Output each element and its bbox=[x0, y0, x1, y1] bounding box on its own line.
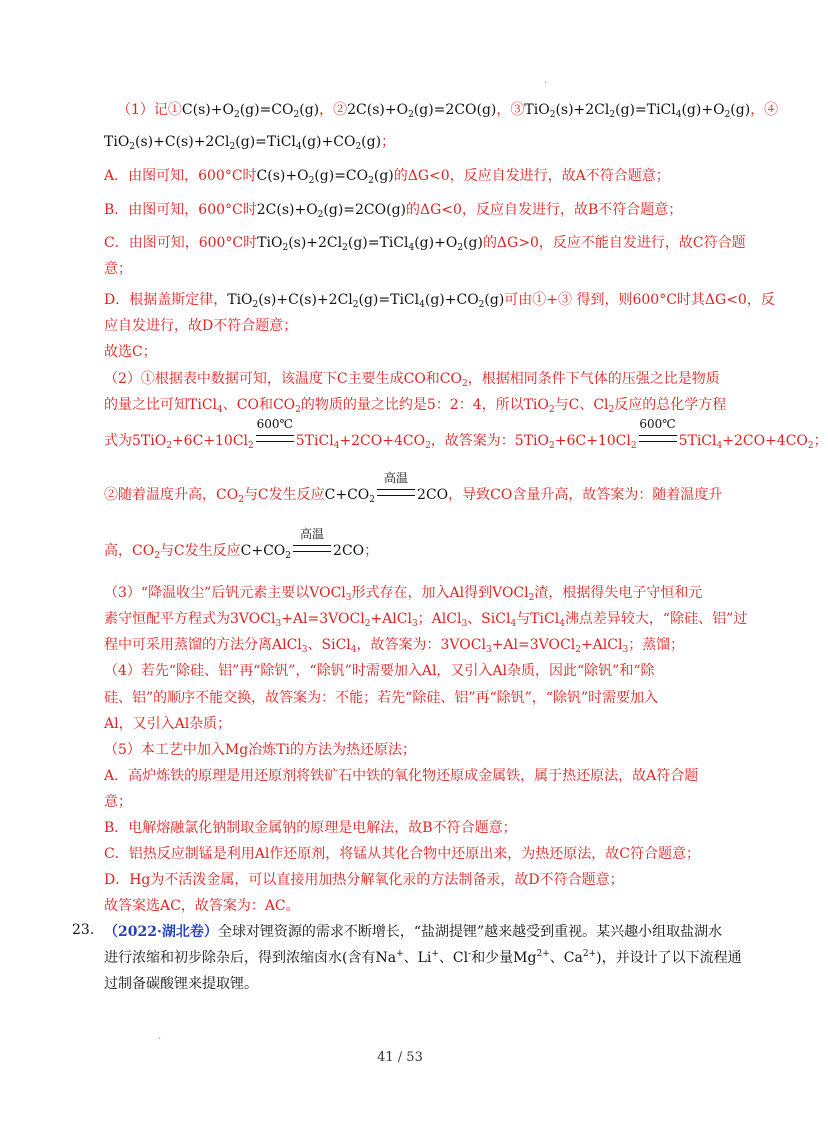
option-d-explanation: D．根据盖斯定律，$TiO_2(s)+C(s)+2Cl_2(g)=TiCl_4(g)+CO_2(g)$可由①+③ 得到，则600°C时其ΔG<0，反 bbox=[104, 292, 775, 310]
answer-part2-line3: 式为$5TiO_2+6C+10Cl_2$ 600℃ $5TiCl_4+2CO+4CO_2$，故答案为：$5TiO_2+6C+10Cl_2$ 600℃ $5TiCl_4+2CO+4CO_2$； bbox=[104, 417, 828, 451]
question-23-line3: 过制备碳酸锂来提取锂。 bbox=[104, 976, 258, 992]
answer-part3-line3: 程中可采用蒸馏的方法分离AlCl$_3$、SiCl$_4$，故答案为：3VOCl$_3$+Al=3VOCl$_2$+AlCl$_3$；蒸馏； bbox=[104, 637, 685, 655]
part5-final-answer: 故答案选AC，故答案为：AC。 bbox=[104, 898, 300, 914]
answer-part4-line2: 硅、铝”的顺序不能交换，故答案为：不能；若先“除硅、铝”再“除钒”，“除钒”时需要加入 bbox=[104, 690, 659, 706]
choice-answer: 故选C； bbox=[104, 344, 157, 360]
question-source-tag: （2022·湖北卷） bbox=[104, 924, 218, 940]
option-a-explanation: A．由图可知，600°C时$C(s)+O_2(g)=CO_2(g)$的ΔG<0，反应自发进行，故A不符合题意； bbox=[104, 168, 670, 186]
page-number: 41 / 53 bbox=[377, 1050, 423, 1065]
option-d-continued: 应自发进行，故D不符合题意； bbox=[104, 318, 298, 334]
option-c-explanation: C．由图可知，600°C时$TiO_2(s)+2Cl_2(g)=TiCl_4(g)+O_2(g)$的ΔG>0，反应不能自发进行，故C符合题 bbox=[104, 235, 746, 253]
decorative-dot: · bbox=[158, 1034, 162, 1045]
answer-part2-line1: （2）①根据表中数据可知，该温度下C主要生成CO和$CO_2$，根据相同条件下气体的压强之比是物质 bbox=[104, 371, 720, 389]
answer-part1-line2: $TiO_2(s)+C(s)+2Cl_2(g)=TiCl_4(g)+CO_2(g)$； bbox=[104, 134, 396, 152]
answer-part3-line1: （3）“降温收尘”后钒元素主要以VOCl$_3$形式存在，加入Al得到VOCl$_2$渣，根据得失电子守恒和元 bbox=[104, 585, 703, 603]
answer-part4-line1: （4）若先“除硅、铝”再“除钒”，“除钒”时需要加入Al，又引入Al杂质，因此“除钒”和“除 bbox=[104, 663, 655, 679]
answer-part4-line3: Al，又引入Al杂质； bbox=[104, 716, 232, 732]
answer-part2-line4: ②随着温度升高，$CO_2$与C发生反应$C+CO_2$ 高温 2CO，导致CO含量升高，故答案为：随着温度升 bbox=[104, 471, 723, 505]
part5-option-d: D．Hg为不活泼金属，可以直接用加热分解氧化汞的方法制备汞，故D不符合题意； bbox=[104, 872, 624, 888]
part5-option-b: B．电解熔融氯化钠制取金属钠的原理是电解法，故B不符合题意； bbox=[104, 820, 517, 836]
reaction-condition-high-temp: 高温 bbox=[377, 485, 415, 505]
part5-option-c: C．铝热反应制锰是利用Al作还原剂，将锰从其化合物中还原出来，为热还原法，故C符合题意； bbox=[104, 846, 701, 862]
answer-part5-line1: （5）本工艺中加入Mg冶炼Ti的方法为热还原法； bbox=[104, 742, 417, 758]
part5-option-a-continued: 意； bbox=[104, 794, 132, 810]
answer-part3-line2: 素守恒配平方程式为3VOCl$_3$+Al=3VOCl$_2$+AlCl$_3$；AlCl$_3$、SiCl$_4$与TiCl$_4$沸点差异较大，“除硅、铝”过 bbox=[104, 611, 748, 629]
reaction-condition-600: 600℃ bbox=[256, 431, 294, 451]
question-23-line1: （2022·湖北卷）全球对锂资源的需求不断增长，“盐湖提锂”越来越受到重视。某兴趣小组取盐湖水 bbox=[104, 924, 723, 940]
answer-part2-line2: 的量之比可知TiCl$_4$、CO和$CO_2$的物质的量之比约是5：2：4，所以TiO$_2$与C、$Cl_2$反应的总化学方程 bbox=[104, 397, 727, 415]
question-23-line2: 进行浓缩和初步除杂后，得到浓缩卤水(含有Na+、Li+、Cl-和少量$Mg^{2+}$、$Ca^{2+}$)，并设计了以下流程通 bbox=[104, 949, 742, 966]
reaction-condition-600: 600℃ bbox=[639, 431, 677, 451]
reaction-condition-high-temp: 高温 bbox=[293, 541, 331, 561]
answer-part2-line5: 高，$CO_2$与C发生反应$C+CO_2$ 高温 2CO； bbox=[104, 527, 379, 561]
part5-option-a: A．高炉炼铁的原理是用还原剂将铁矿石中铁的氧化物还原成金属铁，属于热还原法，故A符合题 bbox=[104, 768, 699, 784]
option-c-continued: 意； bbox=[104, 261, 132, 277]
option-b-explanation: B．由图可知，600°C时$2C(s)+O_2(g)=2CO(g)$的ΔG<0，反应自发进行，故B不符合题意； bbox=[104, 202, 683, 220]
decorative-dot: · bbox=[544, 78, 548, 89]
question-number: 23. bbox=[72, 922, 95, 938]
answer-part1-line1: （1）记$①C(s)+O_2(g)=CO_2(g)$，$②2C(s)+O_2(g)=2CO(g)$，$③TiO_2(s)+2Cl_2(g)=TiCl_4(g)+O_2(g)$，④ bbox=[117, 102, 779, 120]
